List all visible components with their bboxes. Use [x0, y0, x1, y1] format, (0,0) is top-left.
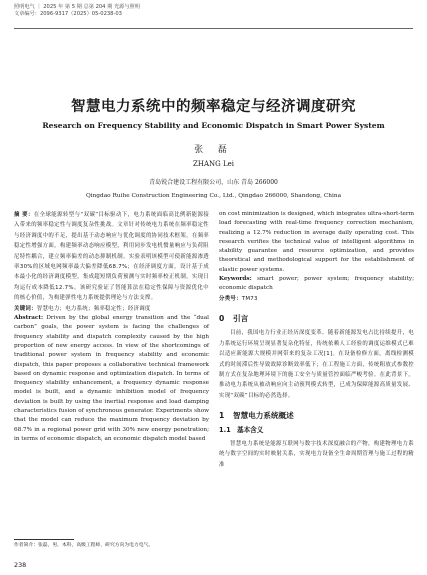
title-chinese: 智慧电力系统中的频率稳定与经济调度研究	[71, 99, 356, 115]
keywords-en-label: Keywords:	[219, 276, 252, 283]
subsection-number: 1.1	[219, 425, 231, 434]
section-number: 1	[219, 411, 225, 421]
author-chinese: 张 磊	[194, 145, 233, 155]
abstract-en-label: Abstract:	[14, 315, 44, 322]
right-column	[219, 210, 414, 470]
abstract-english	[14, 314, 209, 444]
journal-info: 照明电气 ｜ 2025 年 第 5 期 总第 204 期 光源与照明	[14, 4, 140, 10]
keywords-english	[219, 275, 414, 294]
section-heading-overview	[219, 411, 414, 420]
classification-label: 分类号：	[219, 295, 242, 302]
abstract-chinese	[14, 210, 209, 304]
page-number: 238	[14, 561, 27, 569]
introduction-paragraph: 目前，我国电力行业正经历深度变革。随着新能源发电占比持续提升，电力系统运行环境呈现显著复杂化特征，传统依赖人工经验的调度运维模式已难以适应新能源大规模并网带来的复杂工况[1]。在设备检修方面，离线检测模式的时间滞后性导致故障诊断效率低下；在工程施工方面，传统粗放式参数控制方式在复杂地理环境下的施工安全与质量管控面临严峻考验。在此背景下，推动电力系统从被动响应向主动预判模式转型，已成为保障能源高质量发展、实现“双碳”目标的必然选择。	[219, 330, 414, 399]
footnote-rule	[14, 539, 74, 540]
subsection-title: 基本含义	[237, 425, 264, 434]
author-english: ZHANG Lei	[193, 160, 234, 168]
affiliation-chinese: 青岛锐合建设工程有限公司，山东 青岛 266000	[149, 179, 278, 186]
running-header	[14, 4, 413, 18]
classification-number	[219, 294, 414, 304]
abstract-en-text: Driven by the global energy transition and the “dual carbon” goals, the power system is facing the challenges of frequency stability and dispatch complexity caused by the high proportion of new energy access. In view of the shortcomings of traditional power system in frequency stability and economic dispatch, this paper proposes a collaborative technical framework based on dynamic response and optimization dispatch. In terms of frequency stability enhancement, a frequency dynamic response model is built, and a dynamic inhibition model of frequency deviation is built by using the inertial response and load damping characteristics fusion of synchronous generator. Experiments show that the model can reduce the maximum frequency deviation by 68.7% in a regional power grid with 30% new energy penetration; in terms of economic dispatch, an economic dispatch model based	[14, 315, 210, 442]
section-title: 智慧电力系统概述	[233, 411, 294, 421]
keywords-cn-text: 智慧电力；电力系统；频率稳定性；经济调度	[36, 305, 151, 312]
article-number: 文章编号：2096-9317（2025）05-0238-03	[14, 11, 122, 17]
abstract-cn-text: 在全球能源转型与“双碳”目标驱动下，电力系统面临高比例新能源接入带来的频率稳定性与调度复杂性挑战。文章针对传统电力系统在频率稳定性与经济调度中的不足，提出基于动态响应与优化调度的协同技术框架。在频率稳定性增强方面，构建频率动态响应模型，利用同步发电机惯量响应与负荷阻尼特性耦合，建立频率偏差的动态抑制机制。实验表明该模型可使新能源渗透率30%的区域电网频率最大偏差降低68.7%；在经济调度方面，设计基于成本最小化的经济调度模型，集成超短期负荷预测与实时频率校正机制，实现日均运行成本降低12.7%。该研究验证了智能算法在稳定性保障与资源优化中的核心价值，为构建弹性电力系统提供理论与方法支撑。	[14, 212, 210, 302]
affiliation-english: Qingdao Ruihe Construction Engineering Co., Ltd., Qingdao 266000, Shandong, China	[85, 193, 342, 199]
abstract-cn-label: 摘 要：	[14, 212, 34, 218]
classification-value: TM73	[241, 295, 258, 302]
author-footnote: 作者简介：张磊，男，本科，高级工程师，研究方向为电力电气。	[14, 543, 154, 548]
section-number: 0	[219, 314, 225, 324]
keywords-chinese	[14, 304, 209, 314]
basic-meaning-paragraph: 智慧电力系统是能源互联网与数字技术深度融合的产物，构建物理电力系统与数字空间的实时映射关系，实现电力设备全生命周期管理与施工过程的精准	[219, 440, 414, 468]
section-heading-introduction	[219, 314, 414, 323]
header-rule	[14, 28, 413, 29]
section-title: 引言	[233, 314, 249, 324]
keywords-en-text: smart power; power system; frequency stability; economic dispatch	[219, 276, 414, 292]
subsection-heading-basic-meaning	[219, 426, 414, 435]
abstract-english-continued: on cost minimization is designed, which integrates ultra-short-term load forecasting with real-time frequency correction mechanism, realizing a 12.7% reduction in average daily operating cost. This research verifies the technical value of intelligent algorithms in stability guarantee and resource optimization, and provides theoretical and methodological support for the establishment of elastic power systems.	[219, 211, 414, 273]
keywords-cn-label: 关键词：	[14, 305, 37, 312]
left-column	[14, 210, 209, 444]
title-english: Research on Frequency Stability and Economic Dispatch in Smart Power System	[42, 121, 385, 130]
